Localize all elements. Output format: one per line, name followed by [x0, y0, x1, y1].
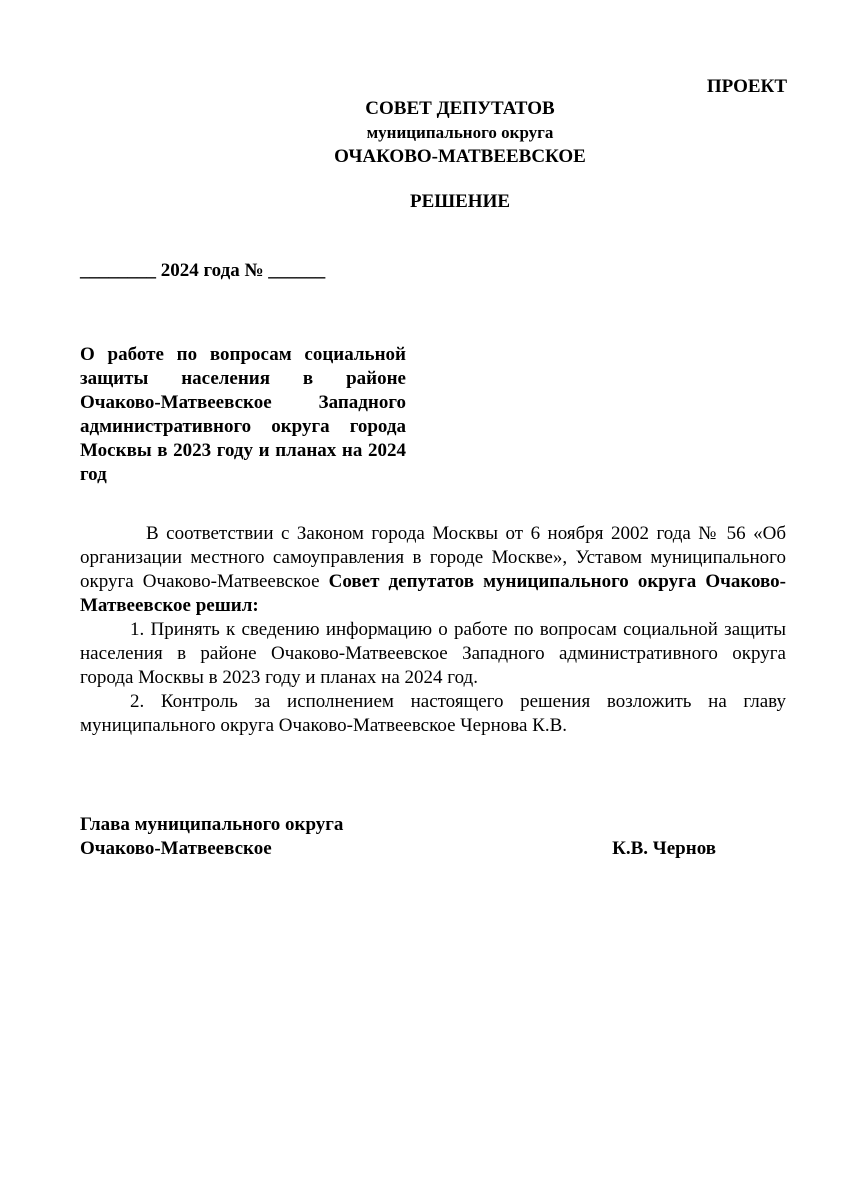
preamble-resolution: Совет депутатов муниципального округа Очаково-Матвеевское решил: — [80, 571, 786, 616]
district-name: ОЧАКОВО-МАТВЕЕВСКОЕ — [334, 146, 586, 167]
decision-subject: О работе по вопросам социальной защиты населения в районе Очаково-Матвеевское Западного административного округа города Москвы в 2023 году и планах на 2024 год — [80, 344, 406, 485]
preamble-paragraph — [80, 522, 786, 618]
date-number-line: ________ 2024 года № ______ — [80, 260, 326, 281]
org-name: СОВЕТ ДЕПУТАТОВ — [365, 98, 555, 119]
signatory-title-line2: Очаково-Матвеевское — [80, 838, 272, 859]
decision-item: 2. Контроль за исполнением настоящего решения возложить на главу муниципального округа Очаково-Матвеевское Чернова К.В. — [80, 691, 786, 736]
preamble-text: В соответствии с Законом города Москвы от 6 ноября 2002 года № 56 «Об организации местного самоуправления в городе Москве», Уставом муниципального округа Очаково-Матвеевское — [80, 523, 786, 592]
draft-mark: ПРОЕКТ — [706, 76, 787, 97]
decision-body — [80, 522, 786, 738]
decision-item: 1. Принять к сведению информацию о работе по вопросам социальной защиты населения в районе Очаково-Матвеевское Западного административного округа города Москвы в 2023 году и планах на 2024 год. — [80, 619, 786, 688]
signature-row — [80, 837, 716, 861]
district-label: муниципального округа — [366, 123, 554, 142]
signatory-name: К.В. Чернов — [612, 838, 716, 859]
signatory-title-line1: Глава муниципального округа — [80, 814, 344, 835]
decision-title: РЕШЕНИЕ — [409, 191, 511, 212]
document-header — [0, 97, 848, 169]
signature-block — [80, 813, 716, 861]
